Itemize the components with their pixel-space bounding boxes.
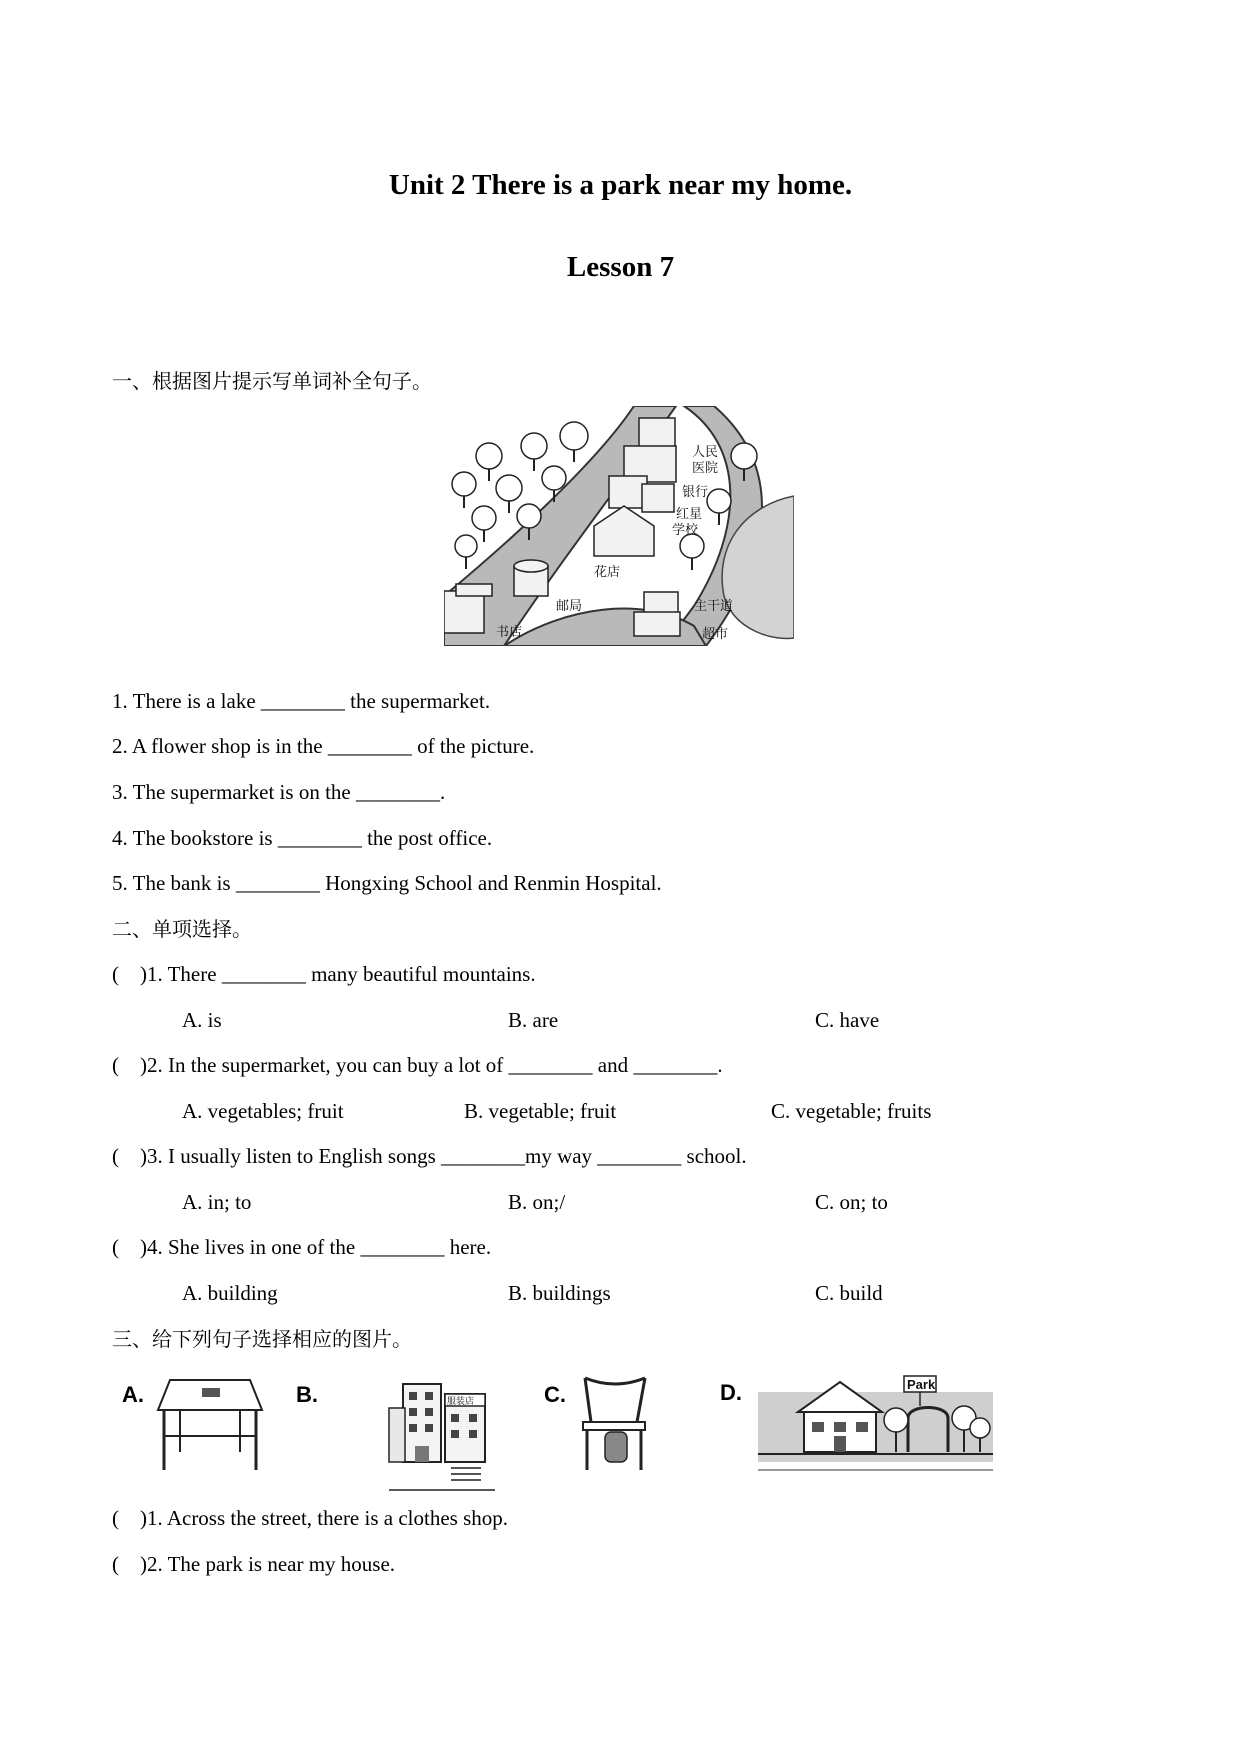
- s2-question-1: ( )1. There ________ many beautiful mountains.: [112, 962, 536, 986]
- s2-q2-option-a: A. vegetables; fruit: [182, 1099, 344, 1123]
- map-label-bank: 银行: [682, 485, 709, 500]
- park-house-picture: [758, 1372, 993, 1482]
- s1-item-3: 3. The supermarket is on the ________.: [112, 780, 446, 804]
- svg-text:学校: 学校: [672, 523, 699, 538]
- s1-item-5: 5. The bank is ________ Hongxing School and Renmin Hospital.: [112, 871, 662, 895]
- chair-picture: [575, 1372, 655, 1472]
- map-label-main-road: 主干道: [694, 599, 734, 614]
- s2-q1-option-a: A. is: [182, 1008, 222, 1032]
- table-picture: [150, 1372, 270, 1472]
- s2-q1-option-b: B. are: [508, 1008, 559, 1032]
- map-label-flower-shop: 花店: [594, 565, 621, 580]
- lesson-title: Lesson 7: [566, 251, 675, 283]
- clothes-shop-picture: [385, 1378, 500, 1493]
- s2-q4-option-b: B. buildings: [508, 1281, 611, 1305]
- s2-q3-option-b: B. on;/: [508, 1190, 566, 1214]
- picture-label-a: A.: [122, 1382, 144, 1407]
- map-label-bookstore: 书店: [496, 625, 523, 640]
- section1-heading: 一、根据图片提示写单词补全句子。: [112, 369, 432, 393]
- map-label-supermarket: 超市: [702, 627, 729, 642]
- s2-question-2: ( )2. In the supermarket, you can buy a lot of ________ and ________.: [112, 1053, 723, 1077]
- s1-item-2: 2. A flower shop is in the ________ of the picture.: [112, 734, 535, 758]
- map-label-school: 红星: [676, 507, 703, 522]
- s3-item-2: ( )2. The park is near my house.: [112, 1552, 396, 1576]
- s1-item-1: 1. There is a lake ________ the supermarket.: [112, 689, 491, 713]
- map-label-hospital: 人民: [692, 445, 719, 460]
- picture-label-c: C.: [544, 1382, 566, 1407]
- section3-heading: 三、给下列句子选择相应的图片。: [112, 1327, 412, 1351]
- s3-item-1: ( )1. Across the street, there is a clothes shop.: [112, 1506, 508, 1530]
- town-map-image: [444, 406, 794, 646]
- s2-q3-option-a: A. in; to: [182, 1190, 252, 1214]
- s2-q4-option-a: A. building: [182, 1281, 278, 1305]
- shop-sign: 服装店: [447, 1397, 475, 1407]
- s2-q2-option-c: C. vegetable; fruits: [771, 1099, 932, 1123]
- s2-q2-option-b: B. vegetable; fruit: [464, 1099, 617, 1123]
- s2-q3-option-c: C. on; to: [815, 1190, 888, 1214]
- s2-question-4: ( )4. She lives in one of the ________ here.: [112, 1235, 492, 1259]
- s2-question-3: ( )3. I usually listen to English songs ________my way ________ school.: [112, 1144, 747, 1168]
- map-label-post-office: 邮局: [556, 599, 583, 614]
- picture-label-b: B.: [296, 1382, 318, 1407]
- svg-text:医院: 医院: [692, 461, 719, 476]
- park-sign: Park: [907, 1377, 936, 1392]
- s1-item-4: 4. The bookstore is ________ the post office.: [112, 826, 493, 850]
- s2-q4-option-c: C. build: [815, 1281, 883, 1305]
- page-title: Unit 2 There is a park near my home.: [388, 169, 853, 201]
- s2-q1-option-c: C. have: [815, 1008, 880, 1032]
- section2-heading: 二、单项选择。: [112, 917, 252, 941]
- picture-label-d: D.: [720, 1380, 742, 1405]
